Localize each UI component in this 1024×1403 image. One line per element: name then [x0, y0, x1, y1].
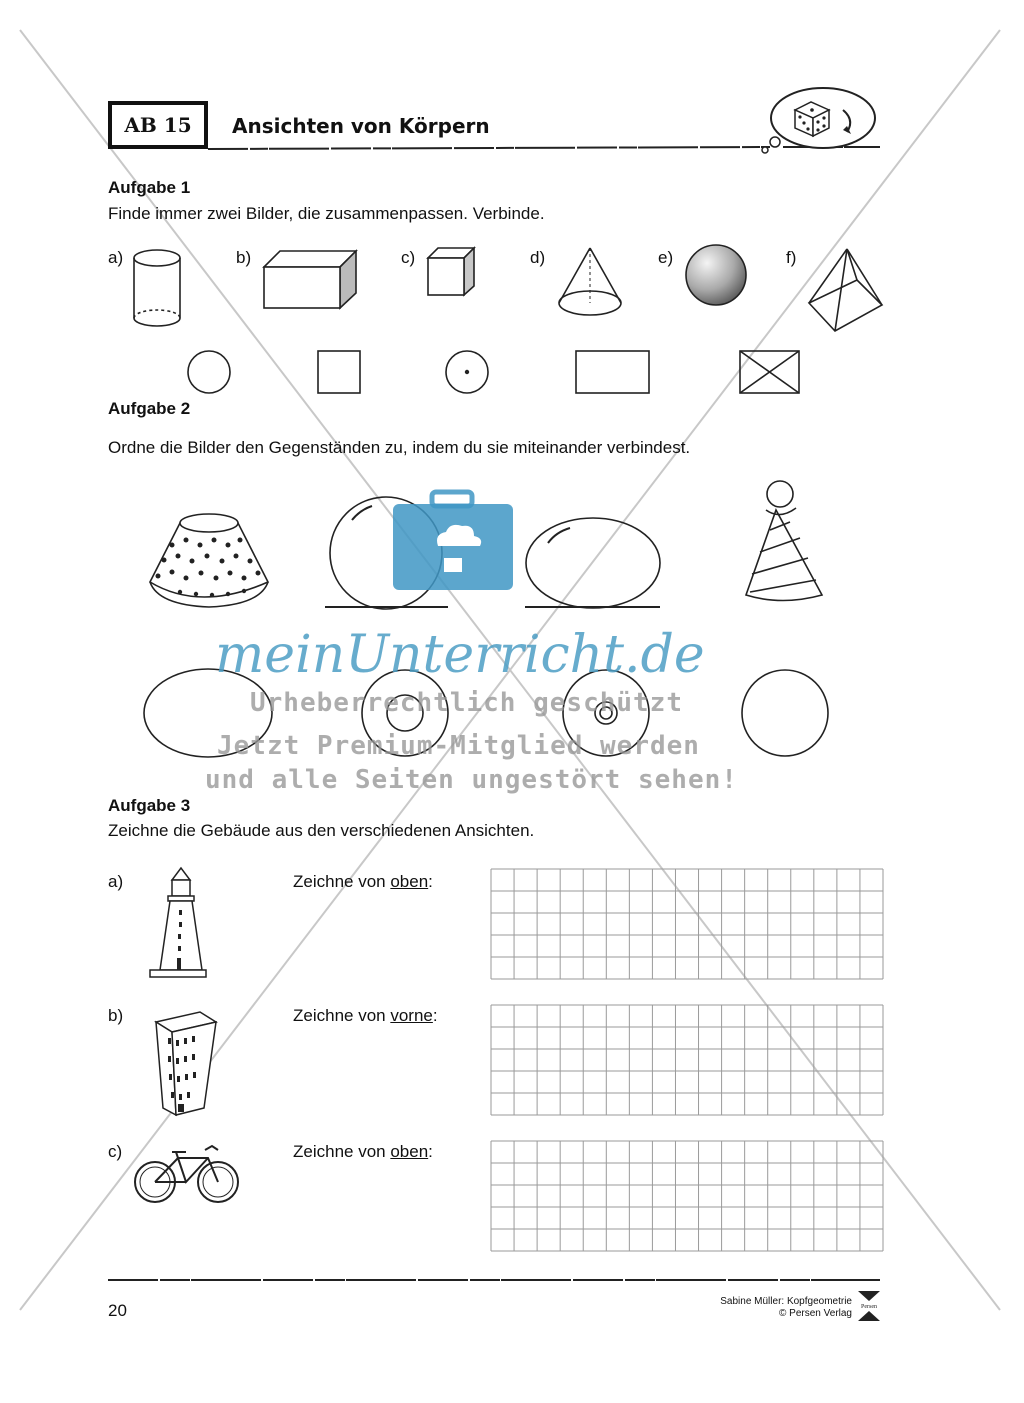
task3-label-b: b) — [108, 1006, 124, 1025]
task1-heading: Aufgabe 1 — [108, 178, 191, 197]
lighthouse-figure — [150, 868, 206, 977]
label-c: c) — [401, 248, 416, 267]
task2-instruction: Ordne die Bilder den Gegenständen zu, indem du sie miteinander verbindest. — [108, 438, 691, 457]
label-d: d) — [530, 248, 546, 267]
task2-heading: Aufgabe 2 — [108, 399, 191, 418]
label-e: e) — [658, 248, 674, 267]
persen-logo-text: Persen — [861, 1304, 877, 1310]
task3-instruction: Zeichne die Gebäude aus den verschiedenen Ansichten. — [108, 821, 535, 840]
task3-prompt-c: Zeichne von oben: — [293, 1142, 433, 1161]
task3-prompt-b: Zeichne von vorne: — [293, 1006, 438, 1025]
task3-label-a: a) — [108, 872, 124, 891]
persen-logo — [858, 1291, 880, 1321]
worksheet-badge: AB 15 — [108, 101, 208, 149]
bicycle-figure — [135, 1146, 238, 1202]
credit-line-1: Sabine Müller: Kopfgeometrie — [720, 1296, 852, 1307]
watermark-brand: meinUnterricht.de — [215, 625, 705, 685]
page-title: Ansichten von Körpern — [232, 114, 490, 138]
tall-building-figure — [156, 1012, 216, 1115]
drawing-grid-b[interactable] — [490, 1004, 884, 1116]
watermark-line2: Jetzt Premium-Mitglied werden — [217, 731, 700, 761]
task1-instruction: Finde immer zwei Bilder, die zusammenpassen. Verbinde. — [108, 204, 545, 223]
credit-line-2: © Persen Verlag — [779, 1308, 852, 1319]
task3-label-c: c) — [108, 1142, 123, 1161]
task3-prompt-a: Zeichne von oben: — [293, 872, 433, 891]
watermark-line1: Urheberrechtlich geschützt — [250, 688, 683, 718]
label-b: b) — [236, 248, 252, 267]
watermark-line3: und alle Seiten ungestört sehen! — [205, 765, 738, 795]
label-f: f) — [786, 248, 797, 267]
label-a: a) — [108, 248, 124, 267]
drawing-grid-a[interactable] — [490, 868, 884, 980]
task3-heading: Aufgabe 3 — [108, 796, 191, 815]
drawing-grid-c[interactable] — [490, 1140, 884, 1252]
page-number: 20 — [108, 1301, 127, 1320]
